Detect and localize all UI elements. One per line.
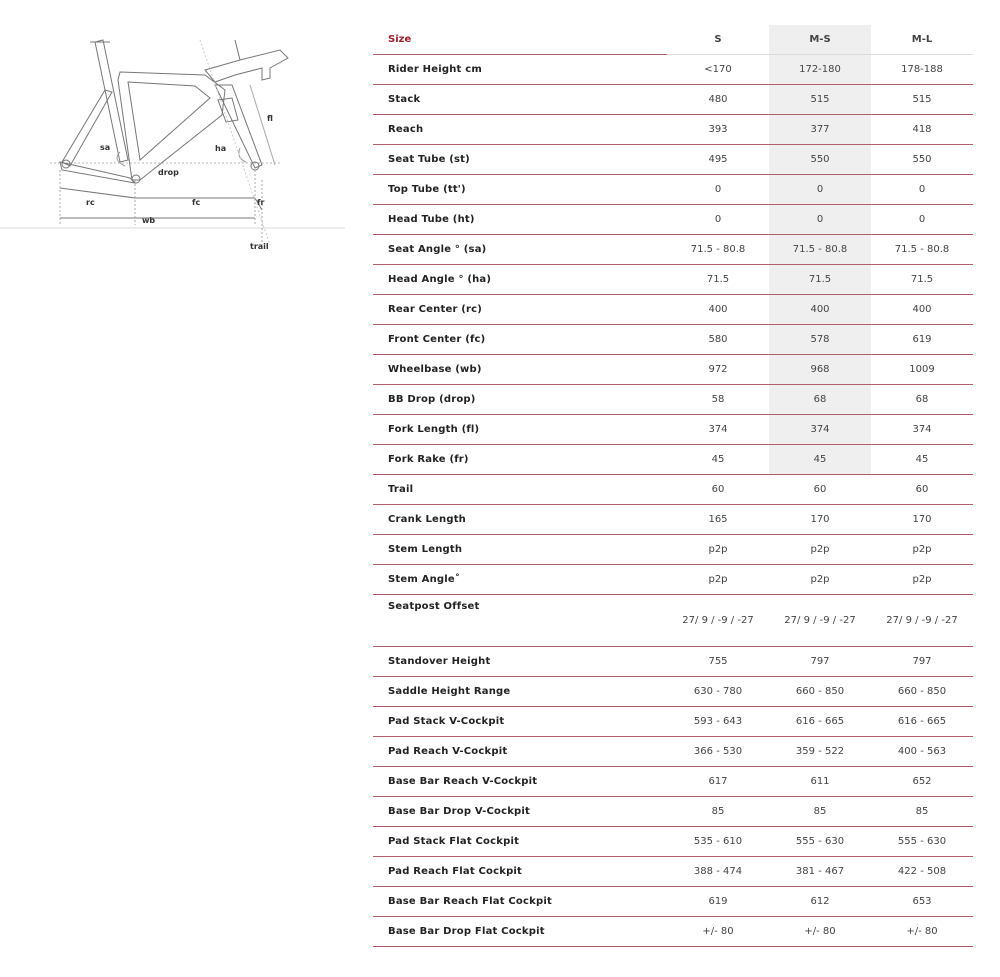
- row-value: 85: [871, 797, 973, 827]
- row-value: 0: [667, 205, 769, 235]
- table-row: [373, 235, 973, 265]
- row-value: 400: [871, 295, 973, 325]
- row-value: 85: [769, 797, 871, 827]
- row-value: 652: [871, 767, 973, 797]
- row-value: 660 - 850: [871, 677, 973, 707]
- row-value: p2p: [769, 535, 871, 565]
- row-value: 400 - 563: [871, 737, 973, 767]
- row-label: Head Angle ° (ha): [373, 265, 667, 295]
- row-value: 170: [871, 505, 973, 535]
- row-label: Stack: [373, 85, 667, 115]
- row-value: 71.5 - 80.8: [667, 235, 769, 265]
- table-row: [373, 205, 973, 235]
- label-fl: fl: [267, 114, 273, 123]
- row-value: 27/ 9 / -9 / -27: [871, 595, 973, 647]
- table-row: [373, 595, 973, 647]
- table-row: [373, 647, 973, 677]
- row-value: 68: [769, 385, 871, 415]
- size-column-m-l: M-L: [871, 25, 973, 55]
- row-label: Standover Height: [373, 647, 667, 677]
- row-label: Rear Center (rc): [373, 295, 667, 325]
- row-value: 616 - 665: [769, 707, 871, 737]
- row-value: p2p: [871, 535, 973, 565]
- label-fr: fr: [257, 198, 265, 207]
- row-value: 580: [667, 325, 769, 355]
- row-label: Top Tube (tt'): [373, 175, 667, 205]
- size-header: Size: [373, 25, 667, 55]
- row-value: 968: [769, 355, 871, 385]
- row-value: 381 - 467: [769, 857, 871, 887]
- row-label: Fork Rake (fr): [373, 445, 667, 475]
- row-value: 388 - 474: [667, 857, 769, 887]
- row-value: 0: [871, 205, 973, 235]
- row-value: 660 - 850: [769, 677, 871, 707]
- row-value: 45: [667, 445, 769, 475]
- row-value: 653: [871, 887, 973, 917]
- table-row: [373, 857, 973, 887]
- row-value: 495: [667, 145, 769, 175]
- row-value: 374: [871, 415, 973, 445]
- row-value: 400: [769, 295, 871, 325]
- table-row: [373, 445, 973, 475]
- row-value: 71.5: [871, 265, 973, 295]
- row-value: 593 - 643: [667, 707, 769, 737]
- row-label: Stem Angle˚: [373, 565, 667, 595]
- row-value: p2p: [769, 565, 871, 595]
- table-row: [373, 355, 973, 385]
- row-value: 45: [769, 445, 871, 475]
- row-value: 611: [769, 767, 871, 797]
- row-value: 366 - 530: [667, 737, 769, 767]
- row-value: 85: [667, 797, 769, 827]
- label-sa: sa: [100, 143, 111, 152]
- table-row: [373, 887, 973, 917]
- bike-geometry-diagram: [0, 20, 345, 260]
- row-value: 972: [667, 355, 769, 385]
- label-wb: wb: [142, 216, 156, 225]
- row-value: 422 - 508: [871, 857, 973, 887]
- row-value: 374: [667, 415, 769, 445]
- row-value: 617: [667, 767, 769, 797]
- table-row: [373, 565, 973, 595]
- row-label: BB Drop (drop): [373, 385, 667, 415]
- table-row: [373, 55, 973, 85]
- row-label: Reach: [373, 115, 667, 145]
- row-label: Stem Length: [373, 535, 667, 565]
- table-row: [373, 737, 973, 767]
- row-value: 60: [667, 475, 769, 505]
- table-row: [373, 827, 973, 857]
- row-value: 418: [871, 115, 973, 145]
- row-value: 400: [667, 295, 769, 325]
- row-value: 555 - 630: [769, 827, 871, 857]
- row-value: 178-188: [871, 55, 973, 85]
- row-value: +/- 80: [871, 917, 973, 947]
- table-row: [373, 707, 973, 737]
- row-value: 619: [871, 325, 973, 355]
- row-value: 71.5: [667, 265, 769, 295]
- row-label: Seatpost Offset: [373, 595, 667, 647]
- table-row: [373, 677, 973, 707]
- table-row: [373, 295, 973, 325]
- row-label: Rider Height cm: [373, 55, 667, 85]
- row-value: p2p: [667, 565, 769, 595]
- row-value: 27/ 9 / -9 / -27: [667, 595, 769, 647]
- row-value: 480: [667, 85, 769, 115]
- size-column-s: S: [667, 25, 769, 55]
- row-value: 172-180: [769, 55, 871, 85]
- row-value: 0: [769, 205, 871, 235]
- row-label: Base Bar Reach Flat Cockpit: [373, 887, 667, 917]
- table-row: [373, 385, 973, 415]
- row-value: 60: [871, 475, 973, 505]
- row-label: Base Bar Drop Flat Cockpit: [373, 917, 667, 947]
- row-value: 71.5: [769, 265, 871, 295]
- row-label: Seat Angle ° (sa): [373, 235, 667, 265]
- row-value: 578: [769, 325, 871, 355]
- row-label: Head Tube (ht): [373, 205, 667, 235]
- row-value: +/- 80: [769, 917, 871, 947]
- label-rc: rc: [86, 198, 95, 207]
- row-value: 71.5 - 80.8: [769, 235, 871, 265]
- row-value: 797: [769, 647, 871, 677]
- row-value: 71.5 - 80.8: [871, 235, 973, 265]
- table-row: [373, 917, 973, 947]
- row-value: +/- 80: [667, 917, 769, 947]
- table-row: [373, 145, 973, 175]
- row-value: 515: [871, 85, 973, 115]
- row-label: Base Bar Reach V-Cockpit: [373, 767, 667, 797]
- table-row: [373, 115, 973, 145]
- row-value: 45: [871, 445, 973, 475]
- label-drop: drop: [158, 168, 179, 177]
- row-label: Pad Reach V-Cockpit: [373, 737, 667, 767]
- row-value: 555 - 630: [871, 827, 973, 857]
- row-value: 1009: [871, 355, 973, 385]
- row-value: 170: [769, 505, 871, 535]
- table-row: [373, 797, 973, 827]
- label-trail: trail: [250, 242, 269, 251]
- row-label: Pad Reach Flat Cockpit: [373, 857, 667, 887]
- geometry-table-body: [373, 55, 973, 947]
- size-column-m-s: M-S: [769, 25, 871, 55]
- row-value: 0: [769, 175, 871, 205]
- row-value: <170: [667, 55, 769, 85]
- row-label: Saddle Height Range: [373, 677, 667, 707]
- row-value: 515: [769, 85, 871, 115]
- table-row: [373, 415, 973, 445]
- row-value: p2p: [871, 565, 973, 595]
- table-row: [373, 767, 973, 797]
- row-label: Fork Length (fl): [373, 415, 667, 445]
- geometry-table: [373, 25, 973, 947]
- table-row: [373, 175, 973, 205]
- row-label: Pad Stack V-Cockpit: [373, 707, 667, 737]
- row-value: 359 - 522: [769, 737, 871, 767]
- row-value: 550: [871, 145, 973, 175]
- row-label: Seat Tube (st): [373, 145, 667, 175]
- row-value: 374: [769, 415, 871, 445]
- row-value: 612: [769, 887, 871, 917]
- table-row: [373, 505, 973, 535]
- row-value: 619: [667, 887, 769, 917]
- row-label: Crank Length: [373, 505, 667, 535]
- row-value: 0: [667, 175, 769, 205]
- table-row: [373, 475, 973, 505]
- row-label: Pad Stack Flat Cockpit: [373, 827, 667, 857]
- row-value: 550: [769, 145, 871, 175]
- row-value: 630 - 780: [667, 677, 769, 707]
- row-value: 58: [667, 385, 769, 415]
- row-label: Wheelbase (wb): [373, 355, 667, 385]
- row-value: 797: [871, 647, 973, 677]
- table-row: [373, 265, 973, 295]
- row-value: 616 - 665: [871, 707, 973, 737]
- row-value: 393: [667, 115, 769, 145]
- row-value: 535 - 610: [667, 827, 769, 857]
- row-label: Base Bar Drop V-Cockpit: [373, 797, 667, 827]
- label-fc: fc: [192, 198, 201, 207]
- table-header-row: [373, 25, 973, 55]
- row-value: 27/ 9 / -9 / -27: [769, 595, 871, 647]
- table-row: [373, 325, 973, 355]
- table-row: [373, 85, 973, 115]
- row-value: 60: [769, 475, 871, 505]
- row-value: 68: [871, 385, 973, 415]
- row-value: 377: [769, 115, 871, 145]
- table-row: [373, 535, 973, 565]
- label-ha: ha: [215, 144, 227, 153]
- row-value: 755: [667, 647, 769, 677]
- row-value: 165: [667, 505, 769, 535]
- row-value: 0: [871, 175, 973, 205]
- row-value: p2p: [667, 535, 769, 565]
- row-label: Trail: [373, 475, 667, 505]
- row-label: Front Center (fc): [373, 325, 667, 355]
